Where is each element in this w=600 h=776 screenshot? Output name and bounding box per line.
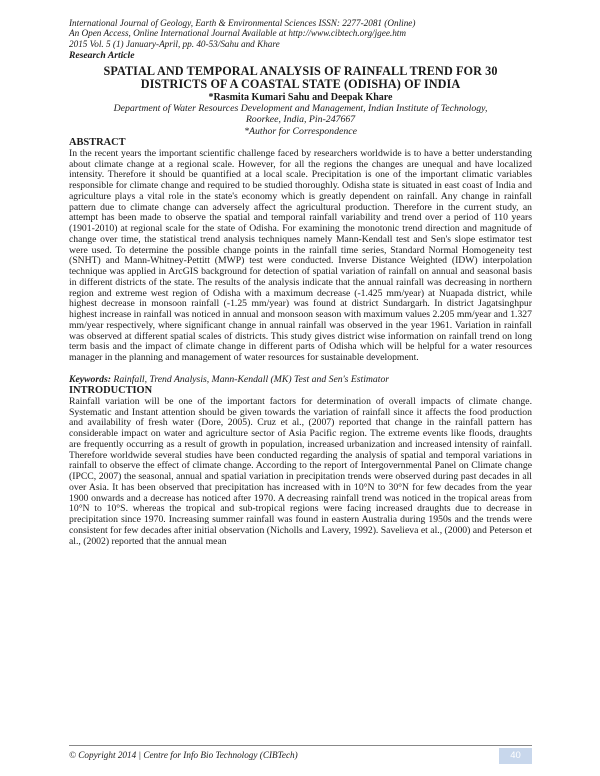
introduction-text: Rainfall variation will be one of the important factors for determination of overall impacts of climate change. Systematic and Instant attention should be given towards the variation of rainfall since it affects the food production and availability of fresh water (Dore, 2005). Cruz et al., (2007) reported that change in the rainfall pattern has considerable impact on water and agriculture sector of Asia Pacific region. The extreme events like floods, draughts are frequently occurring as a result of growth in population, increased urbanization and increased intensity of rainfall. Therefore worldwide several studies have been conducted regarding the analysis of spatial and temporal variations in rainfall to observe the effect of climate change. According to the report of Intergovernmental Panel on Climate change (IPCC, 2007) the seasonal, annual and spatial variation in precipitation trends were observed during past decades in all over Asia. It has been observed that precipitation has increased with in 10°N to 30°N for few decades from the year 1900 onwards and a decrease has noticed after 1970. A decreasing rainfall trend was noticed in the tropical areas from 10°N to 10°S. whereas the tropical and sub-tropical regions were facing increased draughts due to decrease in precipitation since 1970. Increasing summer rainfall was found in eastern Australia during 1950s and the trends were consistent for few decades after initial observation (Nicholls and Lavery, 1992). Savelieva et al., (2000) and Peterson et al., (2002) reported that the annual mean <box>69 395 532 547</box>
access-line: An Open Access, Online International Journal Available at http://www.cibtech.org/jgee.htm <box>69 28 406 39</box>
correspondence-note: *Author for Correspondence <box>244 125 357 137</box>
title-line-1: SPATIAL AND TEMPORAL ANALYSIS OF RAINFALL TREND FOR 30 <box>103 63 498 78</box>
page-footer <box>69 748 532 764</box>
copyright-notice: © Copyright 2014 | Centre for Info Bio Technology (CIBTech) <box>69 750 298 760</box>
abstract-text: In the recent years the important scientific challenge faced by researchers worldwide is to have a better understanding about climate change at a regional scale. However, for all the regions the changes are unequal and have localized intensity. Therefore it should be quantified at a local scale. Precipitation is one of the important climatic variables responsible for climate change and required to be studied thoroughly. Odisha state is situated in east coast of India and agriculture plays a vital role in the state's economy which is greatly dependent on rainfall. Any change in rainfall pattern due to climate change can adversely affect the agricultural production. Therefore in the current study, an attempt has been made to observe the spatial and temporal rainfall variability and trend over a period of 110 years (1901-2010) at regional scale for the state of Odisha. For examining the monotonic trend direction and magnitude of change over time, the statistical trend analysis techniques namely Mann-Kendall test and Sen's slope estimator test were used. To determine the possible change points in the rainfall time series, Standard Normal Homogeneity test (SNHT) and Mann-Whitney-Pettitt (MWP) test were conducted. Inverse Distance Weighted (IDW) interpolation technique was applied in ArcGIS background for detection of spatial variation of rainfall on annual and seasonal basis in different districts of the state. The results of the analysis indicate that the annual rainfall was decreasing in northern region and extreme west region of Odisha with a maximum decrease (-1.425 mm/year) at Nuapada district, while highest decrease in monsoon rainfall (-1.25 mm/year) was found at district Sundargarh. In district Jagatsinghpur highest increase in rainfall was noticed in annual and monsoon season with maximum values 2.205 mm/year and 1.327 mm/year respectively, where significant change in annual rainfall was observed in the year 1961. Variation in rainfall was observed at different spatial scales of districts. This study gives district wise information on rainfall trend on long term basis and the impact of climate change in different parts of Odisha which will be helpful for a water resources manager in the planning and management of water resources for sustainable development. <box>69 147 532 364</box>
introduction-heading: INTRODUCTION <box>69 384 153 396</box>
affiliation-line-1: Department of Water Resources Development and Management, Indian Institute of Technology, <box>113 103 488 115</box>
page-number: 40 <box>499 748 532 764</box>
authors: *Rasmita Kumari Sahu and Deepak Khare <box>208 91 393 103</box>
journal-line: International Journal of Geology, Earth & Environmental Sciences ISSN: 2277-2081 (Online) <box>69 18 416 28</box>
keywords <box>69 374 532 385</box>
article-type: Research Article <box>69 49 135 61</box>
title-line-2: DISTRICTS OF A COASTAL STATE (ODISHA) OF INDIA <box>140 77 461 92</box>
keywords-label: Keywords: <box>69 373 111 385</box>
paper-page <box>69 18 532 547</box>
paper-title <box>69 65 532 92</box>
keywords-value: Rainfall, Trend Analysis, Mann-Kendall (MK) Test and Sen's Estimator <box>110 373 390 385</box>
footer-rule <box>69 745 532 746</box>
affiliation-line-2: Roorkee, India, Pin-247667 <box>245 114 356 126</box>
volume-line: 2015 Vol. 5 (1) January-April, pp. 40-53/Sahu and Khare <box>69 38 280 49</box>
abstract-heading: ABSTRACT <box>69 136 126 148</box>
